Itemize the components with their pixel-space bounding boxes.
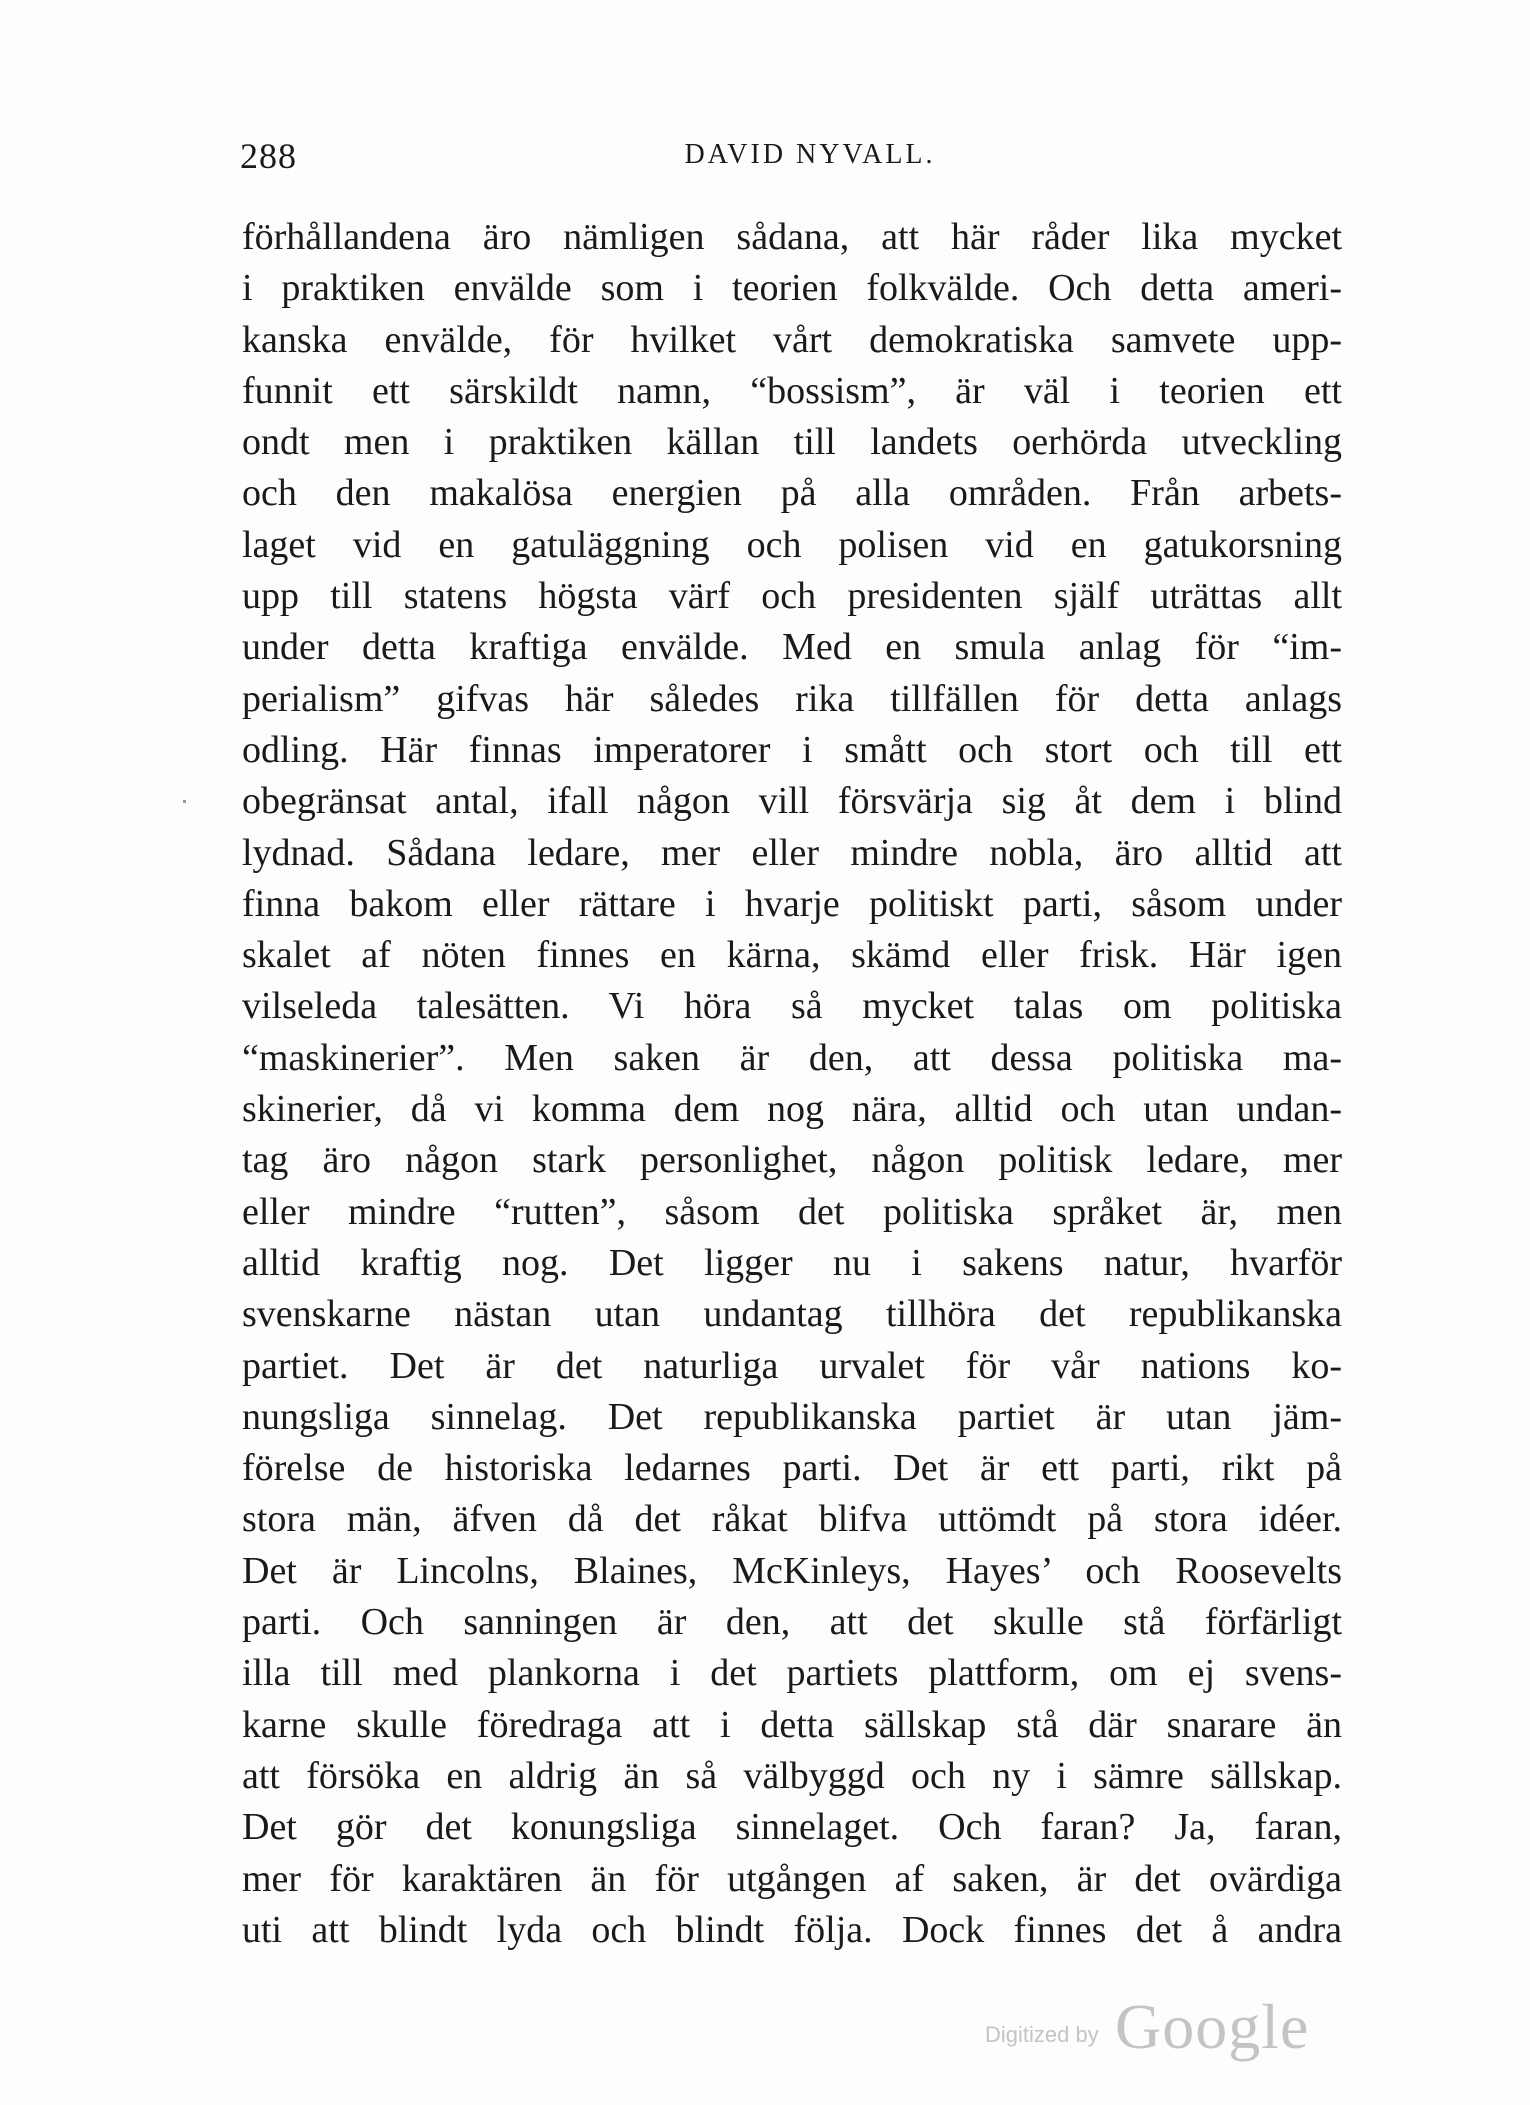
text-line: Det gör det konungsliga sinnelaget. Och faran? Ja, faran, — [242, 1806, 1342, 1849]
text-line: laget vid en gatuläggning och polisen vid en gatukorsning — [242, 523, 1342, 566]
text-line: förelse de historiska ledarnes parti. Det är ett parti, rikt på — [242, 1447, 1342, 1490]
text-line: att försöka en aldrig än så välbyggd och ny i sämre sällskap. — [242, 1754, 1342, 1797]
scan-speck — [183, 800, 186, 803]
text-line: skalet af nöten finnes en kärna, skämd eller frisk. Här igen — [242, 934, 1342, 977]
text-line: “maskinerier”. Men saken är den, att dessa politiska ma- — [242, 1036, 1342, 1079]
digitized-watermark — [985, 1990, 1325, 2060]
text-line: karne skulle föredraga att i detta sällskap stå där snarare än — [242, 1703, 1342, 1746]
text-line: ondt men i praktiken källan till landets oerhörda utveckling — [242, 421, 1342, 464]
text-line: parti. Och sanningen är den, att det skulle stå förfärligt — [242, 1601, 1342, 1644]
page-number: 288 — [240, 136, 297, 176]
text-line: illa till med plankorna i det partiets plattform, om ej svens- — [242, 1652, 1342, 1695]
running-head — [240, 135, 1340, 175]
body-text — [242, 212, 1342, 1956]
text-line: uti att blindt lyda och blindt följa. Dock finnes det å andra — [242, 1908, 1342, 1951]
text-line: mer för karaktären än för utgången af saken, är det ovärdiga — [242, 1857, 1342, 1900]
text-line: lydnad. Sådana ledare, mer eller mindre nobla, äro alltid att — [242, 831, 1342, 874]
text-line: tag äro någon stark personlighet, någon politisk ledare, mer — [242, 1139, 1342, 1182]
text-line: nungsliga sinnelag. Det republikanska partiet är utan jäm- — [242, 1395, 1342, 1438]
text-line: finna bakom eller rättare i hvarje politiskt parti, såsom under — [242, 882, 1342, 925]
text-line: obegränsat antal, ifall någon vill försvärja sig åt dem i blind — [242, 780, 1342, 823]
text-line: stora män, äfven då det råkat blifva uttömdt på stora idéer. — [242, 1498, 1342, 1541]
text-line: kanska envälde, för hvilket vårt demokratiska samvete upp- — [242, 318, 1342, 361]
text-line: partiet. Det är det naturliga urvalet för vår nations ko- — [242, 1344, 1342, 1387]
text-line: funnit ett särskildt namn, “bossism”, är väl i teorien ett — [242, 369, 1342, 412]
text-line: under detta kraftiga envälde. Med en smula anlag för “im- — [242, 626, 1342, 669]
text-line: förhållandena äro nämligen sådana, att här råder lika mycket — [242, 216, 1342, 258]
watermark-prefix: Digitized by — [985, 2022, 1099, 2047]
text-line: och den makalösa energien på alla områden. Från arbets- — [242, 472, 1342, 515]
text-line: skinerier, då vi komma dem nog nära, alltid och utan undan- — [242, 1088, 1342, 1131]
text-line: eller mindre “rutten”, såsom det politiska språket är, men — [242, 1190, 1342, 1233]
text-line: svenskarne nästan utan undantag tillhöra det republikanska — [242, 1293, 1342, 1336]
text-line: upp till statens högsta värf och presidenten själf uträttas allt — [242, 575, 1342, 618]
text-line: odling. Här finnas imperatorer i smått och stort och till ett — [242, 728, 1342, 771]
text-line: alltid kraftig nog. Det ligger nu i sakens natur, hvarför — [242, 1241, 1342, 1284]
text-line: perialism” gifvas här således rika tillfällen för detta anlags — [242, 677, 1342, 720]
text-line: i praktiken envälde som i teorien folkvälde. Och detta ameri- — [242, 267, 1342, 310]
watermark-logo: Google — [1115, 1991, 1310, 2062]
text-line: vilseleda talesätten. Vi höra så mycket talas om politiska — [242, 985, 1342, 1028]
text-line: Det är Lincolns, Blaines, McKinleys, Hayes’ och Roosevelts — [242, 1549, 1342, 1592]
running-title: DAVID NYVALL. — [684, 139, 936, 170]
